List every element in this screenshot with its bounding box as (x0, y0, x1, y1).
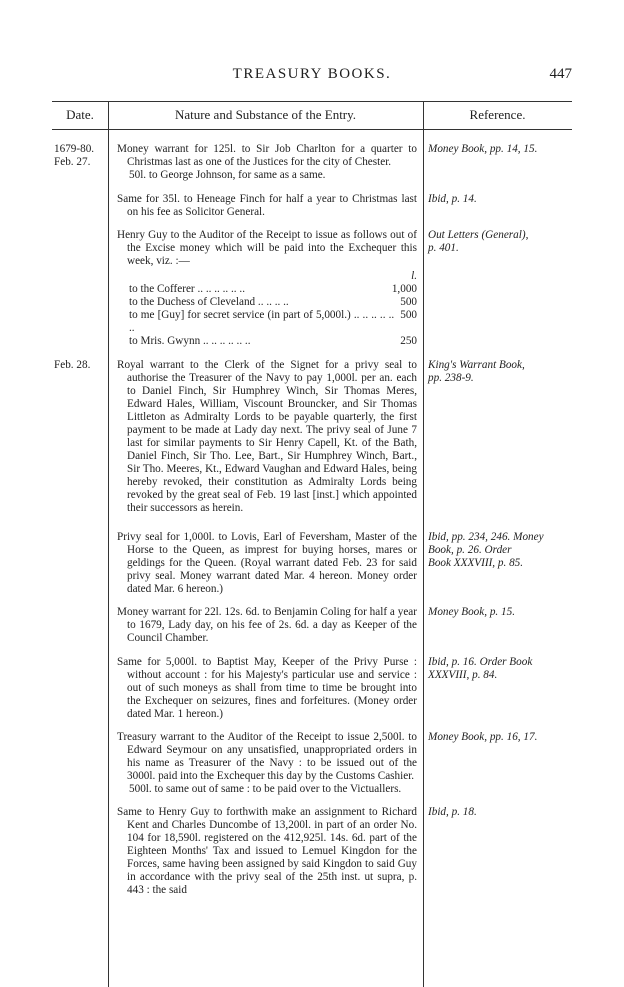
payment-amount: 500 (400, 296, 417, 308)
entry-subtext: 50l. to George Johnson, for same as a same. (129, 169, 326, 181)
entry-text: Privy seal for 1,000l. to Lovis, Earl of Feversham, Master of the Horse to the Queen, as imprest for buying horses, mares or geldings for the Queen. (Royal warrant dated Feb. 23 for said privy seal. Money warrant dated Mar. 4 hereon. Money order dated Mar. 6 hereon.) (117, 531, 417, 595)
entry-reference: Out Letters (General), p. 401. (428, 229, 529, 254)
table-row (52, 359, 572, 515)
payment-recipient: to me [Guy] for secret service (in part of 5,000l.) .. .. .. .. .. .. (129, 309, 395, 334)
entries-table (52, 133, 572, 897)
entry-text: Money warrant for 125l. to Sir Job Charlton for a quarter to Christmas last as one of the Justices for the city of Chester. (117, 143, 417, 168)
entry-date (52, 731, 108, 796)
entry-nature (108, 656, 423, 721)
entry-text: Treasury warrant to the Auditor of the Receipt to issue 2,500l. to Edward Seymour on any unsatisfied, unappropriated orders in his name as Treasurer of the Navy : to be issued out of the 3000l. paid into the Exchequer this day by the Customs Cashier. (117, 731, 417, 782)
entry-nature (108, 229, 423, 348)
entry-reference: Money Book, p. 15. (428, 606, 515, 618)
entry-subtext: 500l. to same out of same : to be paid over to the Victuallers. (129, 783, 402, 795)
entry-nature (108, 731, 423, 796)
entry-reference: King's Warrant Book, pp. 238-9. (428, 359, 525, 384)
payment-recipient: to Mris. Gwynn .. .. .. .. .. .. (129, 335, 251, 347)
entry-date (52, 531, 108, 596)
table-row (52, 731, 572, 796)
entry-reference: Ibid, p. 18. (428, 806, 477, 818)
column-header-nature: Nature and Substance of the Entry. (174, 107, 357, 122)
payment-row (117, 283, 417, 296)
payment-recipient: to the Cofferer .. .. .. .. .. .. (129, 283, 245, 295)
table-row (52, 606, 572, 645)
payment-amount: 250 (400, 335, 417, 347)
entry-reference: Money Book, pp. 14, 15. (428, 143, 538, 155)
table-row (52, 656, 572, 721)
entry-date: Feb. 28. (54, 359, 91, 371)
table-row (52, 229, 572, 348)
entry-date (52, 656, 108, 721)
payment-list (117, 270, 417, 348)
payment-row (117, 335, 417, 348)
table-header-rule (52, 129, 572, 130)
entry-text: Same for 35l. to Heneage Finch for half a year to Christmas last on his fee as Solicitor General. (117, 193, 417, 218)
table-row (52, 531, 572, 596)
column-header-date: Date. (66, 107, 94, 122)
table-top-rule (52, 101, 572, 102)
payment-amount: 1,000 (391, 283, 417, 295)
entry-nature (108, 806, 423, 897)
table-row (52, 193, 572, 219)
entry-text: Royal warrant to the Clerk of the Signet for a privy seal to authorise the Treasurer of the Navy to pay 1,000l. per an. each to Daniel Finch, Sir Humphrey Winch, Sir Thomas Meres, Edward Hales, William, Viscount Brouncker, and Sir Thomas Littleton as Admiralty Lords to be payable quarterly, the first payment to be made at Lady day next. The privy seal of June 7 last for similar payments to Sir Henry Capell, Kt. of the Bath, Daniel Finch, Sir Tho. Lee, Bart., Sir Humphrey Winch, Bart., Sir Tho. Meeres, Kt., Edward Vaughan and Edward Hales, being hereby revoked, their constitution as Admiralty Lords being revoked by the great seal of Feb. 19 last [inst.] which appointed their successors as herein. (117, 359, 417, 514)
entry-nature (108, 606, 423, 645)
entry-date (52, 806, 108, 897)
entry-text: Money warrant for 22l. 12s. 6d. to Benjamin Coling for half a year to 1679, Lady day, on his fee of 2s. 6d. a day as Keeper of the Council Chamber. (117, 606, 417, 644)
payment-row (117, 309, 417, 335)
payment-row (117, 296, 417, 309)
running-title: TREASURY BOOKS. (232, 66, 392, 82)
column-header-reference: Reference. (469, 107, 526, 122)
entry-reference: Money Book, pp. 16, 17. (428, 731, 538, 743)
table-row (52, 143, 572, 182)
entry-date: 1679-80. Feb. 27. (54, 143, 95, 168)
entry-reference: Ibid, pp. 234, 246. Money Book, p. 26. Order Book XXXVIII, p. 85. (428, 531, 544, 569)
payment-amount: 500 (400, 309, 417, 321)
entry-text: Same for 5,000l. to Baptist May, Keeper of the Privy Purse : without account : for his Majesty's particular use and service : out of such moneys as shall from time to time be brought into the Exchequer on seizures, fines and forfeitures. (Money order dated Mar. 1 hereon.) (117, 656, 417, 720)
table-row (52, 806, 572, 897)
page-number: 447 (549, 66, 572, 82)
entry-date (52, 229, 108, 348)
entry-text: Henry Guy to the Auditor of the Receipt to issue as follows out of the Excise money which will be paid into the Exchequer this week, viz. :— (117, 229, 417, 267)
entry-reference: Ibid, p. 16. Order Book XXXVIII, p. 84. (428, 656, 533, 681)
entry-nature (108, 531, 423, 596)
entry-date (52, 193, 108, 219)
entry-nature (108, 359, 423, 515)
entry-text: Same to Henry Guy to forthwith make an assignment to Richard Kent and Charles Duncombe of 13,200l. in part of an order No. 104 for 18,590l. registered on the 412,925l. 14s. 6d. part of the Eighteen Months' Tax and issued to Lemuel Kingdon for the Forces, same having been assigned by said Kingdon to said Guy in accordance with the privy seal of the 25th inst. ut supra, p. 443 : the said (117, 806, 417, 896)
entry-date (52, 606, 108, 645)
payment-unit: l. (411, 270, 417, 282)
entry-nature (108, 193, 423, 219)
payment-recipient: to the Duchess of Cleveland .. .. .. .. (129, 296, 289, 308)
entry-nature (108, 143, 423, 182)
entry-reference: Ibid, p. 14. (428, 193, 477, 205)
